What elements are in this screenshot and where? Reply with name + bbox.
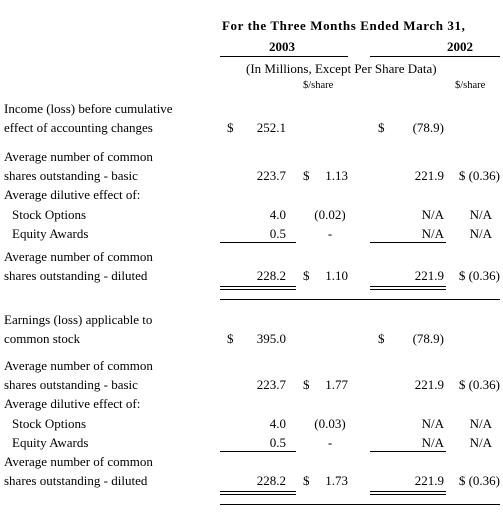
equity-awards-2002-s2: N/A [421, 435, 444, 450]
equity-awards-2003-s2: 0.5 [269, 435, 286, 450]
diluted-eps-2003: 1.10 [325, 268, 348, 283]
diluted-shares-2003: 228.2 [256, 268, 286, 283]
stock-options-eps-2002: N/A [469, 207, 492, 222]
total-rule-2003-a-s2 [220, 491, 296, 492]
income-dollar-2003: $ [227, 120, 234, 135]
basic-eps-2002: $ (0.36) [458, 168, 500, 183]
earnings-dollar-2002: $ [378, 331, 385, 346]
basic-label-line2: shares outstanding - basic [4, 168, 138, 183]
basic-label-line1-s2: Average number of common [4, 358, 153, 373]
basic-eps-dollar-2003-s2: $ [303, 377, 310, 392]
diluted-shares-2002: 221.9 [414, 268, 444, 283]
equity-awards-label: Equity Awards [12, 226, 89, 241]
stock-options-label: Stock Options [12, 207, 87, 222]
stock-options-2003: 4.0 [269, 207, 286, 222]
basic-label-line2-s2: shares outstanding - basic [4, 377, 138, 392]
stock-options-label-s2: Stock Options [12, 416, 87, 431]
basic-shares-2002: 221.9 [414, 168, 444, 183]
earnings-label-line1: Earnings (loss) applicable to [4, 312, 153, 327]
stock-options-2002: N/A [421, 207, 444, 222]
year-2002-heading: 2002 [447, 39, 473, 54]
basic-eps-2003: 1.13 [325, 168, 348, 183]
basic-shares-2003-s2: 223.7 [256, 377, 286, 392]
total-rule-2002-b-s2 [370, 494, 446, 495]
per-share-2003-heading: $/share [303, 80, 334, 91]
subtotal-rule-2003-s2 [220, 451, 296, 452]
earnings-2002: (78.9) [412, 331, 444, 346]
total-rule-2003-b [220, 289, 296, 290]
year-2003-heading: 2003 [269, 39, 295, 54]
diluted-shares-2002-s2: 221.9 [414, 473, 444, 488]
units-note: (In Millions, Except Per Share Data) [246, 61, 437, 76]
stock-options-2003-s2: 4.0 [269, 416, 286, 431]
earnings-label-line2: common stock [4, 331, 81, 346]
total-rule-2002-a [370, 286, 446, 287]
total-rule-2002-b [370, 289, 446, 290]
total-rule-2003-a [220, 286, 296, 287]
diluted-label-line1-s2: Average number of common [4, 454, 153, 469]
basic-eps-2002-s2: $ (0.36) [458, 377, 500, 392]
equity-awards-2002: N/A [421, 226, 444, 241]
diluted-eps-2002: $ (0.36) [458, 268, 500, 283]
total-rule-2003-b-s2 [220, 494, 296, 495]
basic-eps-dollar-2003: $ [303, 168, 310, 183]
subtotal-rule-2003 [220, 242, 296, 243]
equity-awards-eps-2002: N/A [469, 226, 492, 241]
income-label-line2: effect of accounting changes [4, 120, 153, 135]
per-share-2002-heading: $/share [455, 80, 486, 91]
diluted-label-line1: Average number of common [4, 249, 153, 264]
subtotal-rule-2002 [370, 242, 446, 243]
diluted-eps-2002-s2: $ (0.36) [458, 473, 500, 488]
income-dollar-2002: $ [378, 120, 385, 135]
total-rule-2002-a-s2 [370, 491, 446, 492]
income-label-line1: Income (loss) before cumulative [4, 101, 173, 116]
stock-options-eps-2003: (0.02) [314, 207, 346, 222]
equity-awards-eps-2002-s2: N/A [469, 435, 492, 450]
equity-awards-2003: 0.5 [269, 226, 286, 241]
equity-awards-label-s2: Equity Awards [12, 435, 89, 450]
diluted-label-line2-s2: shares outstanding - diluted [4, 473, 148, 488]
diluted-eps-2003-s2: 1.73 [325, 473, 348, 488]
income-2003: 252.1 [256, 120, 286, 135]
bottom-rule [220, 504, 500, 505]
section-divider [220, 299, 500, 300]
basic-eps-2003-s2: 1.77 [325, 377, 348, 392]
equity-awards-eps-2003: - [327, 226, 333, 241]
earnings-2003: 395.0 [256, 331, 286, 346]
basic-shares-2002-s2: 221.9 [414, 377, 444, 392]
dilutive-effect-label: Average dilutive effect of: [4, 187, 141, 202]
stock-options-eps-2002-s2: N/A [469, 416, 492, 431]
stock-options-eps-2003-s2: (0.03) [314, 416, 346, 431]
diluted-eps-dollar-2003-s2: $ [303, 473, 310, 488]
earnings-dollar-2003: $ [227, 331, 234, 346]
basic-label-line1: Average number of common [4, 149, 153, 164]
dilutive-effect-label-s2: Average dilutive effect of: [4, 396, 141, 411]
diluted-shares-2003-s2: 228.2 [256, 473, 286, 488]
equity-awards-eps-2003-s2: - [327, 435, 333, 450]
diluted-label-line2: shares outstanding - diluted [4, 268, 148, 283]
year-2003-rule [220, 56, 348, 57]
basic-shares-2003: 223.7 [256, 168, 286, 183]
year-2002-rule [370, 56, 500, 57]
period-title: For the Three Months Ended March 31, [222, 18, 466, 33]
diluted-eps-dollar-2003: $ [303, 268, 310, 283]
stock-options-2002-s2: N/A [421, 416, 444, 431]
income-2002: (78.9) [412, 120, 444, 135]
subtotal-rule-2002-s2 [370, 451, 446, 452]
